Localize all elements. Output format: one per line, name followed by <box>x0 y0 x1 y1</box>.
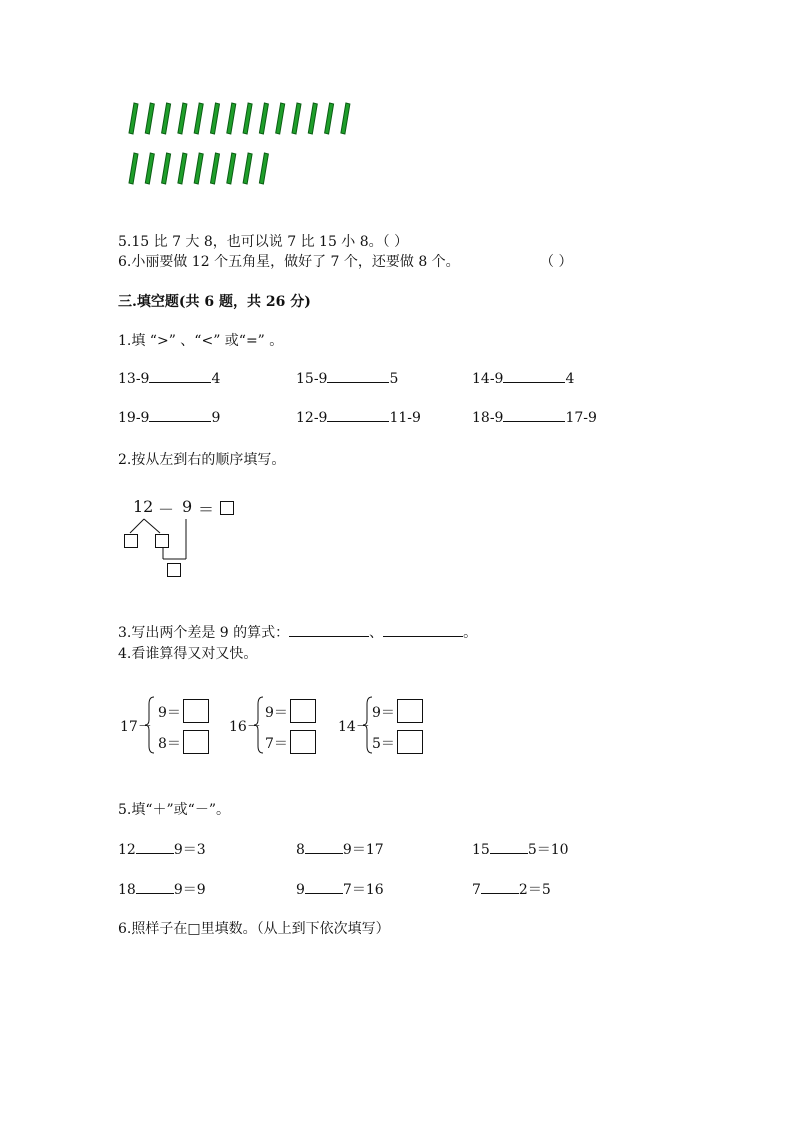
split-box-right[interactable] <box>155 534 169 548</box>
judgement-q6-answer[interactable]: （ ） <box>540 254 573 270</box>
answer-blank[interactable] <box>136 881 174 894</box>
counting-stick <box>129 153 138 184</box>
q1-item: 13-9 4 <box>118 371 221 387</box>
q1-item: 12-9 11-9 <box>296 410 421 426</box>
answer-blank[interactable] <box>327 370 389 383</box>
calc-minuend: 16－ <box>229 719 261 735</box>
answer-blank[interactable] <box>149 409 211 422</box>
decomposition-diagram <box>118 495 258 585</box>
calc-minuend: 14－ <box>338 719 370 735</box>
brace-icon <box>253 696 265 754</box>
counting-sticks-row-2 <box>120 150 280 190</box>
counting-stick <box>243 103 252 134</box>
counting-stick <box>292 103 301 134</box>
q5-item: 8 9＝17 <box>296 842 384 858</box>
counting-stick <box>276 103 285 134</box>
counting-stick <box>194 103 203 134</box>
branch-lines <box>118 495 258 585</box>
counting-stick <box>129 103 138 134</box>
q1-item: 19-9 9 <box>118 410 221 426</box>
answer-blank[interactable] <box>149 370 211 383</box>
eq-operator: － <box>158 500 175 519</box>
counting-stick <box>211 153 220 184</box>
counting-stick <box>341 103 350 134</box>
q1-prompt: 1.填 “>” 、“<” 或“=” 。 <box>118 333 284 349</box>
counting-stick <box>162 103 171 134</box>
answer-box[interactable] <box>183 730 209 754</box>
calc-top: 9＝ <box>265 705 288 721</box>
q5-item: 15 5＝10 <box>472 842 569 858</box>
calc-group <box>229 696 329 756</box>
section-title: 三.填空题(共 6 题，共 26 分) <box>118 294 311 310</box>
counting-stick <box>145 103 154 134</box>
answer-box[interactable] <box>397 730 423 754</box>
calc-group <box>338 696 438 756</box>
q3-line: 3.写出两个差是 9 的算式： 、 。 <box>118 625 478 641</box>
answer-box[interactable] <box>397 699 423 723</box>
calc-bottom: 5＝ <box>372 736 395 752</box>
calc-group <box>120 696 220 756</box>
counting-stick <box>145 153 154 184</box>
q1-item: 18-9 17-9 <box>472 410 597 426</box>
answer-box[interactable] <box>290 699 316 723</box>
counting-stick <box>227 153 236 184</box>
q2-prompt: 2.按从左到右的顺序填写。 <box>118 452 286 468</box>
answer-blank[interactable] <box>490 841 528 854</box>
calc-minuend: 17－ <box>120 719 152 735</box>
answer-blank[interactable] <box>305 881 343 894</box>
calc-top: 9＝ <box>158 705 181 721</box>
q5-item: 9 7＝16 <box>296 882 384 898</box>
calc-top: 9＝ <box>372 705 395 721</box>
counting-stick <box>178 153 187 184</box>
q1-item: 14-9 4 <box>472 371 575 387</box>
q3-prompt: 3.写出两个差是 9 的算式： <box>118 625 290 641</box>
split-box-left[interactable] <box>124 534 138 548</box>
counting-stick <box>227 103 236 134</box>
intermediate-box[interactable] <box>167 563 181 577</box>
q6-prompt: 6.照样子在□里填数。（从上到下依次填写） <box>118 921 390 937</box>
judgement-q5: 5.15 比 7 大 8，也可以说 7 比 15 小 8。（ ） <box>118 234 409 250</box>
q1-item: 15-9 5 <box>296 371 399 387</box>
answer-blank[interactable] <box>136 841 174 854</box>
counting-stick <box>259 103 268 134</box>
counting-stick <box>178 103 187 134</box>
q5-item: 7 2＝5 <box>472 882 551 898</box>
answer-blank[interactable] <box>383 624 463 637</box>
answer-blank[interactable] <box>481 881 519 894</box>
counting-stick <box>162 153 171 184</box>
answer-box[interactable] <box>290 730 316 754</box>
q5-item: 12 9＝3 <box>118 842 206 858</box>
counting-stick <box>259 153 268 184</box>
q4-prompt: 4.看谁算得又对又快。 <box>118 646 258 662</box>
eq-equals: ＝ <box>198 500 215 519</box>
q5-item: 18 9＝9 <box>118 882 206 898</box>
counting-stick <box>243 153 252 184</box>
answer-blank[interactable] <box>503 409 565 422</box>
calc-bottom: 8＝ <box>158 736 181 752</box>
eq-subtrahend: 9 <box>182 497 193 516</box>
brace-icon <box>144 696 156 754</box>
counting-stick <box>211 103 220 134</box>
answer-blank[interactable] <box>503 370 565 383</box>
counting-stick <box>308 103 317 134</box>
counting-stick <box>194 153 203 184</box>
counting-sticks-row-1 <box>120 100 370 140</box>
calc-bottom: 7＝ <box>265 736 288 752</box>
answer-blank[interactable] <box>327 409 389 422</box>
counting-stick <box>325 103 334 134</box>
answer-blank[interactable] <box>289 624 369 637</box>
answer-blank[interactable] <box>305 841 343 854</box>
q5-prompt: 5.填“＋”或“－”。 <box>118 802 230 818</box>
judgement-q6: 6.小丽要做 12 个五角星，做好了 7 个，还要做 8 个。 <box>118 254 460 270</box>
answer-box[interactable] <box>183 699 209 723</box>
eq-minuend: 12 <box>133 497 154 516</box>
